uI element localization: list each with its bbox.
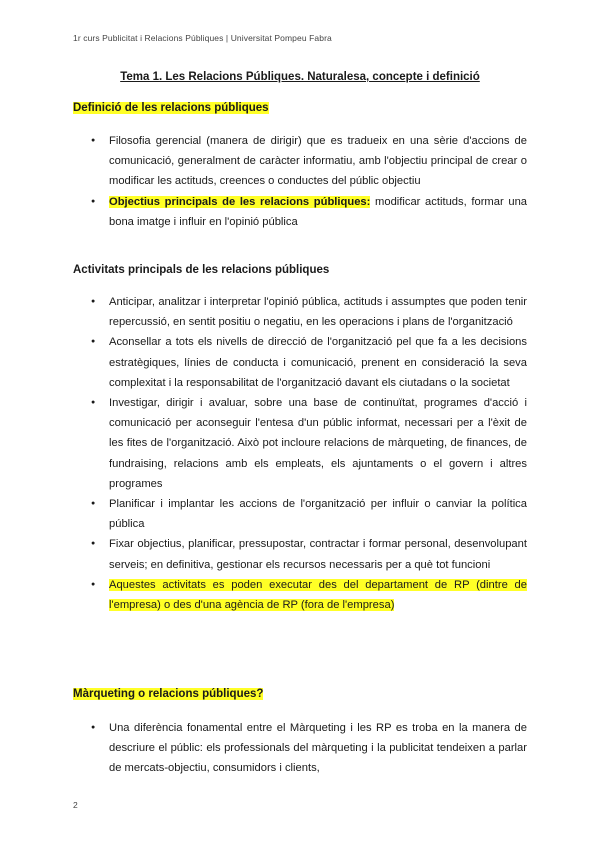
- list-item: [91, 131, 527, 192]
- running-header: 1r curs Publicitat i Relacions Públiques | Universitat Pompeu Fabra: [73, 33, 332, 43]
- list-item-label: Objectius principals de les relacions públiques:: [109, 195, 371, 208]
- list-item-text: Planificar i implantar les accions de l'organització per influir o canviar la política pública: [109, 498, 527, 531]
- list-item: [91, 393, 527, 494]
- list-item-text: Investigar, dirigir i avaluar, sobre una base de continuïtat, programes d'acció i comunicació per aconseguir l'entesa d'un públic informat, necessari per a l'èxit de les fites de l'organització. Això pot incloure relacions de màrqueting, de finances, de fundraising, relacions amb els empleats, els ajuntaments o el govern i altres programes: [109, 397, 527, 490]
- list-item-text: Anticipar, analitzar i interpretar l'opinió pública, actituds i assumptes que poden tenir repercussió, en sentit positiu o negatiu, en les operacions i plans de l'organització: [109, 296, 527, 329]
- list-item: [91, 494, 527, 534]
- list-item-text: Filosofia gerencial (manera de dirigir) que es tradueix en una sèrie d'accions de comunicació, generalment de caràcter informatiu, amb l'objectiu principal de crear o modificar les actituds, creences o conductes del públic objectiu: [109, 135, 527, 188]
- list-item: [91, 534, 527, 574]
- page-number: 2: [73, 800, 78, 810]
- list-item-text: Aquestes activitats es poden executar des del departament de RP (dintre de l'empresa) o des d'una agència de RP (fora de l'empresa): [109, 578, 527, 612]
- section-heading-text: Activitats principals de les relacions públiques: [73, 264, 330, 276]
- section-heading-marketing: [73, 688, 263, 700]
- list-item-text: Fixar objectius, planificar, pressupostar, contractar i formar personal, desenvolupant serveis; en definitiva, gestionar els recursos necessaris per a què tot funcioni: [109, 538, 527, 571]
- list-item-text: modificar actituds, formar una bona imatge i influir en l'opinió pública: [109, 195, 528, 228]
- list-item: [91, 192, 527, 232]
- list-item: [91, 718, 527, 779]
- list-item-text: Una diferència fonamental entre el Màrqueting i les RP es troba en la manera de descriure el públic: els professionals del màrqueting i la publicitat tendeixen a parlar de mercats-objectiu, consumidors i clients,: [109, 722, 527, 775]
- marketing-bullet-list: [91, 718, 527, 779]
- list-item: [91, 575, 527, 615]
- section-heading-text: Màrqueting o relacions públiques?: [73, 688, 264, 700]
- list-item: [91, 292, 527, 332]
- list-item: [91, 332, 527, 393]
- document-title: Tema 1. Les Relacions Públiques. Naturalesa, concepte i definició: [120, 71, 480, 83]
- activities-bullet-list: [91, 292, 527, 615]
- section-heading-text: Definició de les relacions públiques: [73, 102, 269, 114]
- list-item-text: Aconsellar a tots els nivells de direcció de l'organització pel que fa a les decisions estratègiques, línies de conducta i comunicació, prenent en consideració la seva complexitat i la responsabilitat de l'organització davant els ciutadans o la societat: [109, 336, 527, 389]
- definition-bullet-list: [91, 131, 527, 232]
- section-heading-activities: [73, 264, 329, 276]
- section-heading-definition: [73, 102, 269, 114]
